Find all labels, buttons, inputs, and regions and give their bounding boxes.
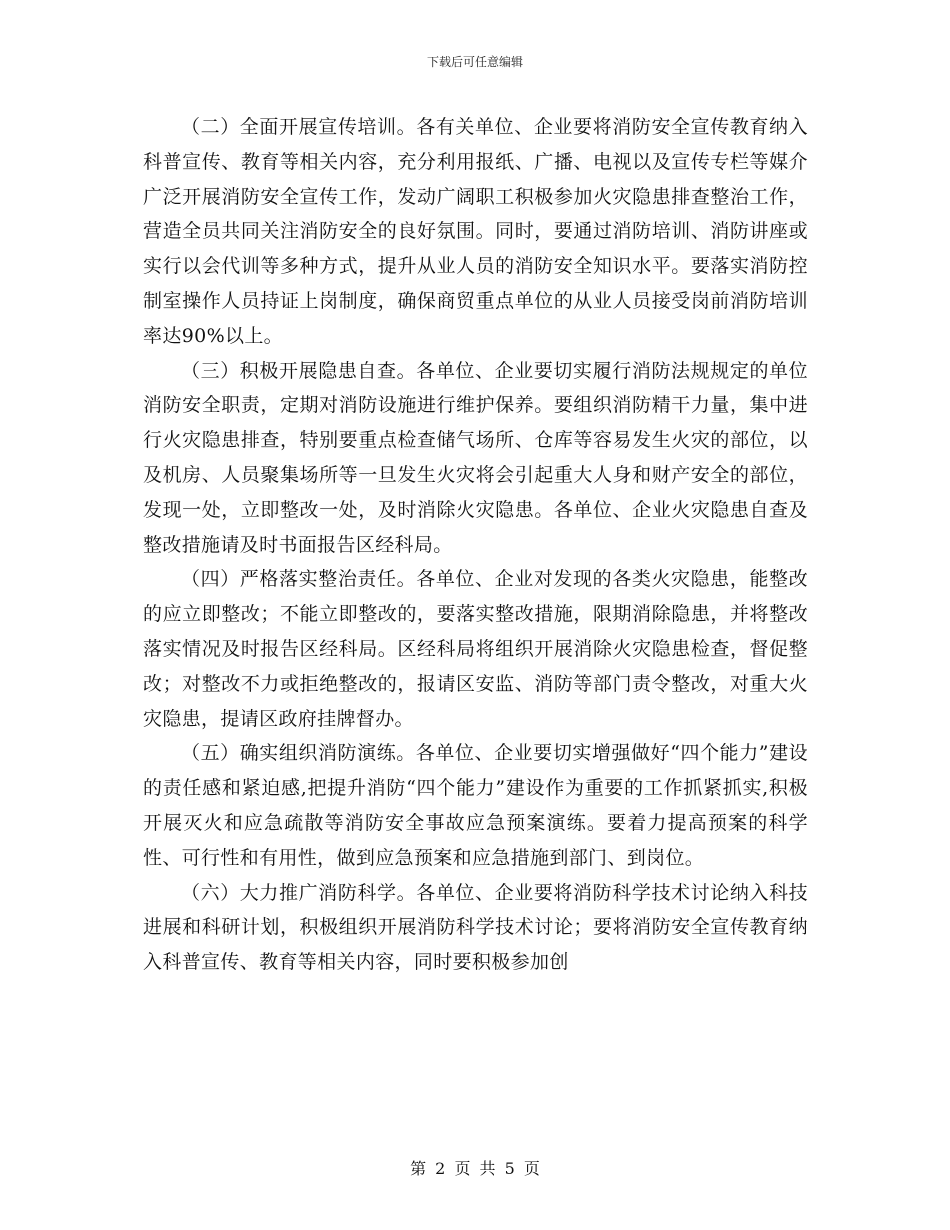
paragraph-fire-science: （六）大力推广消防科学。各单位、企业要将消防科学技术讨论纳入科技进展和科研计划，积极组织开展消防科学技术讨论；要将消防安全宣传教育纳入科普宣传、教育等相关内容，同时要积极参加创 [143, 881, 808, 974]
page-header: 下载后可任意编辑 [426, 55, 523, 69]
paragraph-fire-drill: （五）确实组织消防演练。各单位、企业要切实增强做好“四个能力”建设的责任感和紧迫感,把提升消防“四个能力”建设作为重要的工作抓紧抓实,积极开展灭火和应急疏散等消防安全事故应急预案演练。要着力提高预案的科学性、可行性和有用性，做到应急预案和应急措施到部门、到岗位。 [143, 742, 808, 869]
paragraph-publicity-training: （二）全面开展宣传培训。各有关单位、企业要将消防安全宣传教育纳入科普宣传、教育等相关内容，充分利用报纸、广播、电视以及宣传专栏等媒介广泛开展消防安全宣传工作，发动广阔职工积极参加火灾隐患排查整治工作，营造全员共同关注消防安全的良好氛围。同时，要通过消防培训、消防讲座或实行以会代训等多种方式，提升从业人员的消防安全知识水平。要落实消防控制室操作人员持证上岗制度，确保商贸重点单位的从业人员接受岗前消防培训率达90%以上。 [143, 116, 808, 347]
document-body [143, 110, 808, 980]
paragraph-hazard-self-inspection: （三）积极开展隐患自查。各单位、企业要切实履行消防法规规定的单位消防安全职责，定期对消防设施进行维护保养。要组织消防精干力量，集中进行火灾隐患排查，特别要重点检查储气场所、仓库等容易发生火灾的部位，以及机房、人员聚集场所等一旦发生火灾将会引起重大人身和财产安全的部位，发现一处，立即整改一处，及时消除火灾隐患。各单位、企业火灾隐患自查及整改措施请及时书面报告区经科局。 [143, 359, 808, 556]
page-number-footer: 第 2 页 共 5 页 [410, 1159, 540, 1178]
paragraph-rectification-responsibility: （四）严格落实整治责任。各单位、企业对发现的各类火灾隐患，能整改的应立即整改；不能立即整改的，要落实整改措施，限期消除隐患，并将整改落实情况及时报告区经科局。区经科局将组织开展消除火灾隐患检查，督促整改；对整改不力或拒绝整改的，报请区安监、消防等部门责令整改，对重大火灾隐患，提请区政府挂牌督办。 [143, 568, 808, 730]
